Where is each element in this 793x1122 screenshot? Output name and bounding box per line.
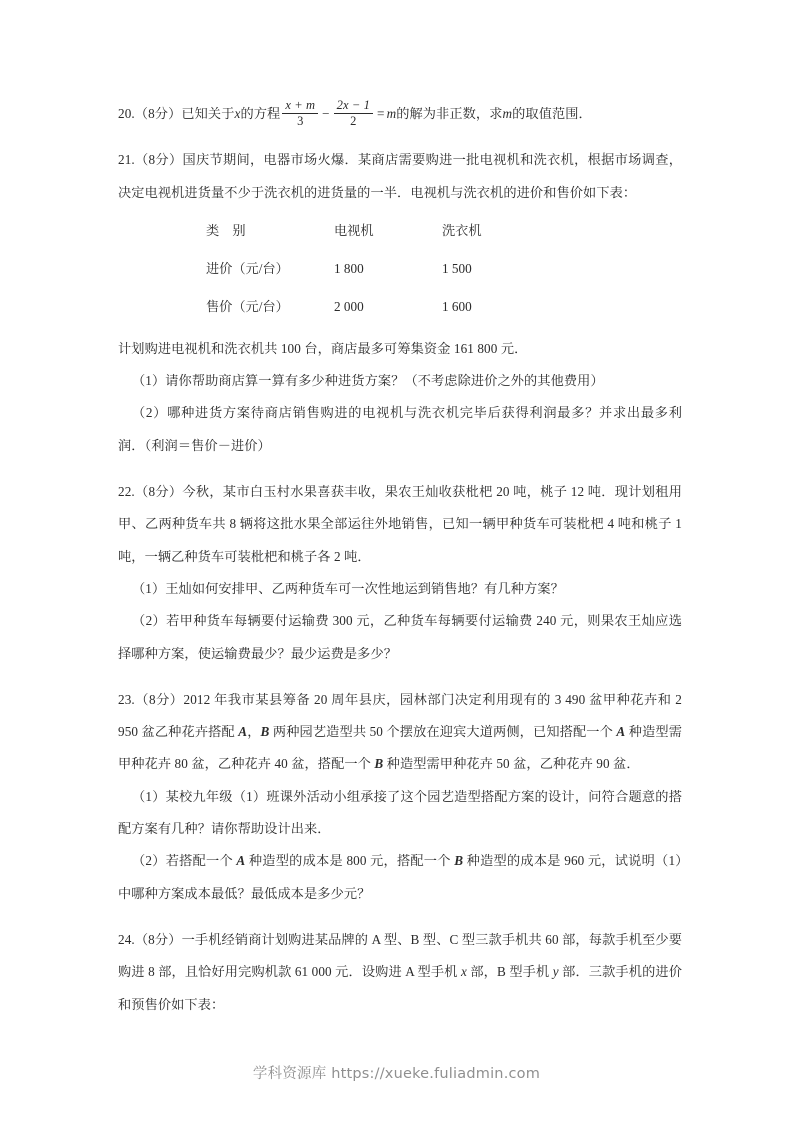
question-20-rhs: m <box>386 106 397 121</box>
row-purchase-label: 进价（元/台） <box>206 260 289 276</box>
question-21-marks: （8分） <box>134 152 183 168</box>
question-23-stem-part5: 种造型需甲种花卉 50 盆，乙种花卉 90 盆． <box>383 756 640 772</box>
row-purchase-washer: 1 500 <box>442 260 472 276</box>
fraction-1-denominator: 3 <box>297 114 304 129</box>
table-header-washer: 洗衣机 <box>442 222 482 238</box>
footer-watermark: 学科资源库 https://xueke.fuliadmin.com <box>252 1066 541 1082</box>
question-23-sub2-var-A: A <box>236 853 246 869</box>
question-24-stem-part1: 一手机经销商计划购进某品牌的 A 型、B 型、C 型三款手机共 60 部，每款手机至少要购进 8 部，且恰好用完购机款 61 000 元．设购进 A 型手机 <box>118 931 682 980</box>
question-20-text-mid: 的方程 <box>240 106 281 121</box>
question-23-sub2-part3: 种造型的成本是 960 元，试说明（1）中哪种方案成本最低？最低成本是多少元？ <box>118 853 682 901</box>
question-23-sub2-part1: （2）若搭配一个 <box>132 853 237 869</box>
table-header-category: 类 别 <box>206 222 246 238</box>
row-purchase-tv: 1 800 <box>334 260 364 276</box>
question-24-marks: （8分） <box>134 931 182 947</box>
row-sale-label: 售价（元/台） <box>206 298 289 314</box>
question-23-var-A-2: A <box>616 724 626 740</box>
question-23-marks: （8分） <box>134 691 184 707</box>
question-23-var-B: B <box>260 724 270 740</box>
table-row <box>206 288 542 326</box>
question-24-stem-part2: 部，B 型手机 <box>466 964 553 980</box>
question-22 <box>118 476 682 670</box>
question-23-var-A: A <box>238 724 248 740</box>
question-23-var-B-2: B <box>374 756 384 772</box>
table-header-row <box>206 212 542 250</box>
question-21 <box>118 144 682 462</box>
question-24 <box>118 924 682 1021</box>
spacer <box>118 130 682 144</box>
fraction-1-numerator: x + m <box>282 99 318 115</box>
question-20-marks: （8分） <box>134 106 182 121</box>
question-20-text-end: 的取值范围． <box>512 106 592 121</box>
row-sale-washer: 1 600 <box>442 298 472 314</box>
table-header-tv: 电视机 <box>334 222 374 238</box>
question-20-text-before: 已知关于 <box>181 106 235 121</box>
question-20-text <box>118 98 682 130</box>
question-23-stem-part4: 种造型需甲种花卉 80 盆，乙种花卉 40 盆，搭配一个 <box>118 724 683 772</box>
question-20-equals: = <box>377 106 385 121</box>
question-24-number: 24. <box>118 931 135 947</box>
question-23-stem-part3: 两种园艺造型共 50 个摆放在迎宾大道两侧，已知搭配一个 <box>269 724 617 740</box>
question-23-sub2-var-B: B <box>454 853 464 869</box>
question-23-stem-part2: ， <box>247 724 261 740</box>
question-23 <box>118 684 682 910</box>
question-20-var-m: m <box>502 106 513 121</box>
question-20-number: 20. <box>118 106 135 121</box>
question-23-sub2-part2: 种造型的成本是 800 元，搭配一个 <box>245 853 455 869</box>
fraction-2-numerator: 2x − 1 <box>334 99 373 115</box>
question-23-stem <box>118 684 682 781</box>
question-23-stem-part1: 2012 年我市某县筹备 20 周年县庆，园林部门决定利用现有的 3 490 盆甲种花卉和 2 950 盆乙种花卉搭配 <box>118 691 682 740</box>
question-24-stem <box>118 924 682 1021</box>
question-24-var-y: y <box>552 964 559 980</box>
question-21-number: 21. <box>118 152 135 168</box>
page-content <box>118 98 682 1021</box>
row-sale-tv: 2 000 <box>334 298 364 314</box>
question-22-sub-2: （2）若甲种货车每辆要付运输费 300 元，乙种货车每辆要付运输费 240 元，则果农王灿应选择哪种方案，使运输费最少？最少运费是多少？ <box>118 613 682 661</box>
spacer <box>118 670 682 684</box>
question-24-stem-part3: 部．三款手机的进价和预售价如下表： <box>118 964 682 1012</box>
question-21-sub-1: （1）请你帮助商店算一算有多少种进货方案？（不考虑除进价之外的其他费用） <box>132 373 604 389</box>
question-20-fraction-1 <box>282 99 318 129</box>
question-20-var-x: x <box>234 106 241 121</box>
question-23-sub-1: （1）某校九年级（1）班课外活动小组承接了这个园艺造型搭配方案的设计，问符合题意的搭配方案有几种？请你帮助设计出来． <box>118 788 682 837</box>
spacer <box>118 462 682 476</box>
question-22-stem <box>118 476 682 573</box>
question-21-stem-text: 国庆节期间，电器市场火爆．某商店需要购进一批电视机和洗衣机，根据市场调查，决定电视机进货量不少于洗衣机的进货量的一半．电视机与洗衣机的进价和售价如下表： <box>118 152 682 200</box>
spacer <box>118 910 682 924</box>
question-20-fraction-2 <box>334 99 373 129</box>
question-21-stem <box>118 144 682 209</box>
question-22-marks: （8分） <box>134 484 183 500</box>
question-24-var-x: x <box>460 964 467 980</box>
question-20 <box>118 98 682 130</box>
spacer <box>118 326 682 333</box>
question-21-sub-2: （2）哪种进货方案待商店销售购进的电视机与洗衣机完毕后获得利润最多？并求出最多利润．（利润＝售价－进价） <box>118 405 682 453</box>
question-22-sub-1: （1）王灿如何安排甲、乙两种货车可一次性地运到销售地？有几种方案？ <box>132 580 564 596</box>
question-22-number: 22. <box>118 484 135 500</box>
question-23-number: 23. <box>118 691 135 707</box>
question-21-after-table: 计划购进电视机和洗衣机共 100 台，商店最多可筹集资金 161 800 元． <box>118 340 528 356</box>
question-21-price-table <box>206 212 542 326</box>
question-20-operator: − <box>322 106 330 121</box>
fraction-2-denominator: 2 <box>350 114 357 129</box>
question-20-text-after: 的解为非正数，求 <box>396 106 503 121</box>
table-row <box>206 250 542 288</box>
question-22-stem-text: 今秋，某市白玉村水果喜获丰收，果农王灿收获枇杷 20 吨，桃子 12 吨．现计划租用甲、乙两种货车共 8 辆将这批水果全部运往外地销售，已知一辆甲种货车可装枇杷 4 吨和桃子 1 吨，一辆乙种货车可装枇杷和桃子各 2 吨． <box>118 484 682 564</box>
question-23-sub-2 <box>118 845 682 910</box>
